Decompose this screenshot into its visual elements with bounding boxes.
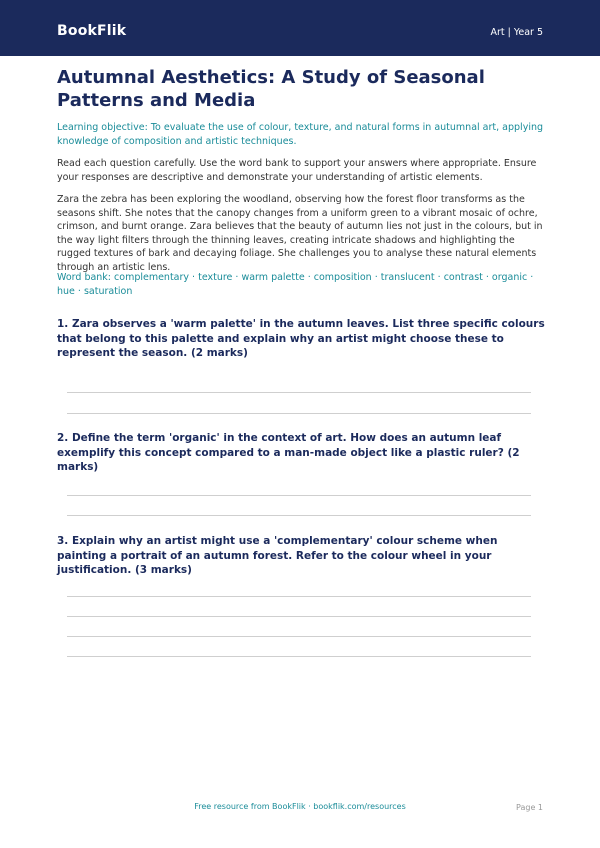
header-bar [0,0,600,56]
answer-line[interactable] [67,515,531,516]
answer-line[interactable] [67,656,531,657]
scenario-text: Zara the zebra has been exploring the woodland, observing how the forest floor transforms as the seasons shift. She notes that the canopy changes from a uniform green to a vibrant mosaic of ochre, crimson, and burnt orange. Zara believes that the beauty of autumn lies not just in the colours, but in the way light filters through the thinning leaves, creating intricate shadows and highlighting the rugged textures of bark and decaying foliage. She challenges you to analyse these natural elements through an artistic lens. [57,194,543,273]
answer-line[interactable] [67,596,531,597]
question-2: 2. Define the term 'organic' in the context of art. How does an autumn leaf exemplify this concept compared to a man-made object like a plastic ruler? (2 marks) [57,432,520,473]
page-number: Page 1 [516,803,543,812]
answer-line[interactable] [67,495,531,496]
word-bank: Word bank: complementary · texture · warm palette · composition · translucent · contrast · organic · hue · saturation [57,272,534,297]
worksheet-title: Autumnal Aesthetics: A Study of Seasonal Patterns and Media [57,67,485,111]
subject-year-label: Art | Year 5 [490,27,543,38]
answer-line[interactable] [67,636,531,637]
answer-line[interactable] [67,413,531,414]
brand-logo[interactable]: BookFlik [57,23,127,39]
footer-link[interactable]: Free resource from BookFlik · bookflik.com/resources [194,802,406,811]
learning-objective: Learning objective: To evaluate the use of colour, texture, and natural forms in autumnal art, applying knowledge of composition and artistic techniques. [57,122,544,147]
answer-line[interactable] [67,392,531,393]
answer-line[interactable] [67,616,531,617]
instructions-text: Read each question carefully. Use the word bank to support your answers where appropriate. Ensure your responses are descriptive and demonstrate your understanding of artistic elements. [57,158,537,183]
question-1: 1. Zara observes a 'warm palette' in the autumn leaves. List three specific colours that belong to this palette and explain why an artist might choose these to represent the season. (2 marks) [57,318,545,359]
question-3: 3. Explain why an artist might use a 'complementary' colour scheme when painting a portrait of an autumn forest. Refer to the colour wheel in your justification. (3 marks) [57,535,498,576]
